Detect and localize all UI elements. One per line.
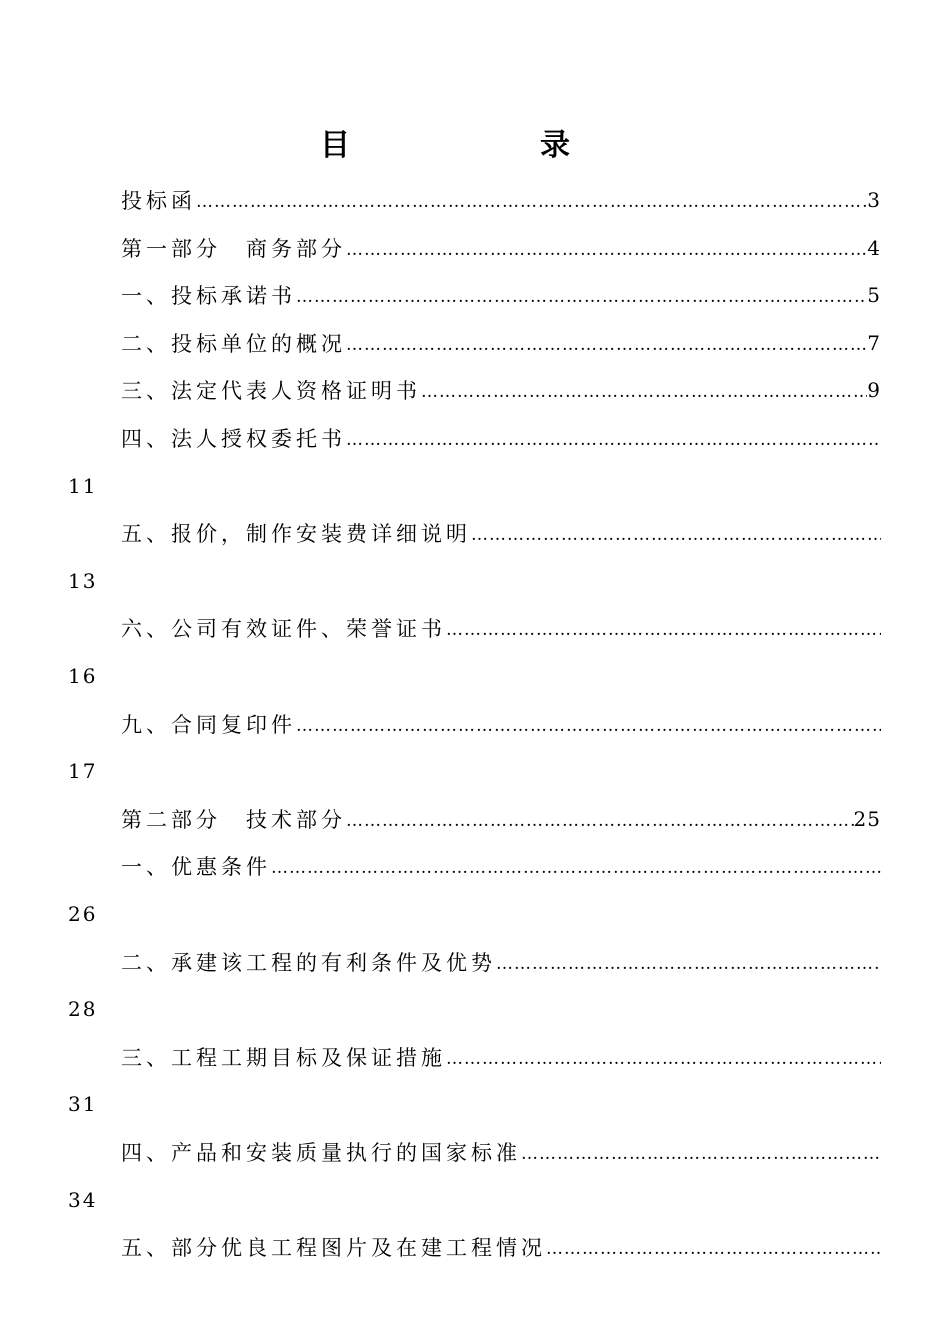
toc-entry xyxy=(121,1223,881,1271)
dot-leader xyxy=(421,366,867,414)
toc-title: 目 录 xyxy=(320,128,650,163)
toc-entry xyxy=(121,176,881,224)
dot-leader xyxy=(521,1128,881,1176)
dot-leader xyxy=(296,700,881,748)
dot-leader xyxy=(471,509,881,557)
toc-entry-label: 九、合同复印件 xyxy=(121,712,296,737)
toc-page-number: 26 xyxy=(68,902,98,926)
dot-leader xyxy=(446,1033,881,1081)
toc-page-number: 16 xyxy=(68,664,98,688)
toc-entry xyxy=(121,938,881,986)
toc-entry xyxy=(121,509,881,557)
toc-entry xyxy=(121,842,881,890)
toc-entry xyxy=(121,224,881,272)
toc-entry xyxy=(121,1128,881,1176)
toc-entry xyxy=(121,795,881,843)
toc-page-number: 9 xyxy=(867,378,881,403)
toc-entry-label: 五、报价，制作安装费详细说明 xyxy=(121,522,471,547)
toc-page-number: 31 xyxy=(68,1092,98,1117)
toc-entry-label: 三、工程工期目标及保证措施 xyxy=(121,1045,446,1070)
toc-entry xyxy=(121,319,881,367)
toc-page-number: 3 xyxy=(867,188,881,212)
dot-leader xyxy=(271,842,881,890)
dot-leader xyxy=(346,795,854,843)
toc-page-number: 5 xyxy=(867,283,881,308)
toc-entry-label: 一、优惠条件 xyxy=(121,855,271,880)
toc-entry xyxy=(121,1033,881,1081)
toc-page-number: 28 xyxy=(68,997,98,1022)
toc-entry xyxy=(121,700,881,748)
toc-page-number: 7 xyxy=(867,330,881,355)
toc-entry-label: 六、公司有效证件、荣誉证书 xyxy=(121,617,446,642)
toc-entry-label: 四、产品和安装质量执行的国家标准 xyxy=(121,1141,521,1165)
toc-entry xyxy=(121,414,881,462)
toc-page-number: 13 xyxy=(68,568,98,593)
toc-page-number: 34 xyxy=(68,1187,98,1212)
toc-entry xyxy=(121,271,881,319)
dot-leader xyxy=(546,1223,881,1271)
toc-page-number: 4 xyxy=(867,235,881,260)
toc-entry-label: 四、法人授权委托书 xyxy=(121,427,346,451)
toc-entry-label: 第二部分 技术部分 xyxy=(121,807,346,832)
toc-entry xyxy=(121,366,881,414)
toc-page-number: 17 xyxy=(68,759,98,784)
toc-page-number: 25 xyxy=(853,806,881,831)
toc-entry-label: 投标函 xyxy=(121,189,196,213)
toc-entry-label: 一、投标承诺书 xyxy=(121,284,296,309)
toc-entry-label: 三、法定代表人资格证明书 xyxy=(121,379,421,404)
toc-entry-label: 第一部分 商务部分 xyxy=(121,236,346,261)
dot-leader xyxy=(346,414,881,462)
toc-page-number: 11 xyxy=(68,473,98,498)
dot-leader xyxy=(196,176,867,224)
toc-entry xyxy=(121,604,881,652)
toc-entry-label: 五、部分优良工程图片及在建工程情况 xyxy=(121,1236,546,1261)
dot-leader xyxy=(296,271,867,319)
dot-leader xyxy=(346,319,867,367)
toc-entry-label: 二、承建该工程的有利条件及优势 xyxy=(121,950,496,975)
dot-leader xyxy=(496,938,881,986)
toc-entry-label: 二、投标单位的概况 xyxy=(121,331,346,356)
dot-leader xyxy=(346,224,867,272)
dot-leader xyxy=(446,604,881,652)
